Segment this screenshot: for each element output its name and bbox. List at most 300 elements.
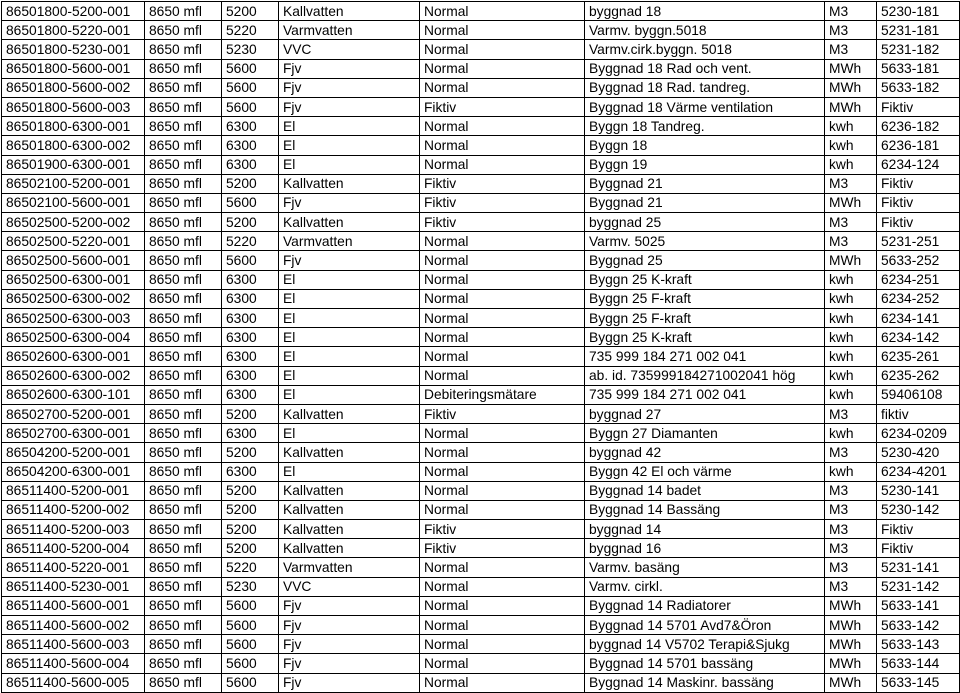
code-cell: 5600 <box>222 654 279 673</box>
area-cell: 8650 mfl <box>145 251 222 270</box>
description-cell: 735 999 184 271 002 041 <box>585 385 825 404</box>
area-cell: 8650 mfl <box>145 289 222 308</box>
unit-cell: M3 <box>825 481 877 500</box>
code-cell: 5200 <box>222 520 279 539</box>
description-cell: Byggn 18 Tandreg. <box>585 117 825 136</box>
media-cell: Fjv <box>279 97 420 116</box>
description-cell: Byggnad 14 badet <box>585 481 825 500</box>
table-row <box>2 2 960 21</box>
table-row <box>2 155 960 174</box>
code-cell: 5220 <box>222 21 279 40</box>
unit-cell: kwh <box>825 117 877 136</box>
code-cell: 5600 <box>222 97 279 116</box>
code-cell: 5200 <box>222 174 279 193</box>
description-cell: Byggn 25 F-kraft <box>585 309 825 328</box>
meter-id-cell: 86511400-5200-002 <box>2 500 145 519</box>
media-cell: Fjv <box>279 78 420 97</box>
area-cell: 8650 mfl <box>145 2 222 21</box>
type-cell: Normal <box>420 424 585 443</box>
account-cell: 5230-181 <box>877 2 960 21</box>
unit-cell: MWh <box>825 635 877 654</box>
type-cell: Normal <box>420 40 585 59</box>
meter-id-cell: 86501900-6300-001 <box>2 155 145 174</box>
unit-cell: kwh <box>825 366 877 385</box>
meter-id-cell: 86504200-6300-001 <box>2 462 145 481</box>
account-cell: 5633-144 <box>877 654 960 673</box>
description-cell: Byggn 25 F-kraft <box>585 289 825 308</box>
unit-cell: MWh <box>825 673 877 692</box>
description-cell: Byggnad 14 Maskinr. bassäng <box>585 673 825 692</box>
unit-cell: kwh <box>825 462 877 481</box>
table-row <box>2 251 960 270</box>
code-cell: 5220 <box>222 232 279 251</box>
unit-cell: kwh <box>825 136 877 155</box>
table-row <box>2 174 960 193</box>
type-cell: Fiktiv <box>420 520 585 539</box>
area-cell: 8650 mfl <box>145 270 222 289</box>
table-row <box>2 462 960 481</box>
media-cell: Kallvatten <box>279 404 420 423</box>
area-cell: 8650 mfl <box>145 443 222 462</box>
type-cell: Normal <box>420 78 585 97</box>
account-cell: 6234-142 <box>877 328 960 347</box>
type-cell: Normal <box>420 558 585 577</box>
code-cell: 5600 <box>222 635 279 654</box>
code-cell: 6300 <box>222 289 279 308</box>
unit-cell: kwh <box>825 328 877 347</box>
table-row <box>2 78 960 97</box>
unit-cell: M3 <box>825 21 877 40</box>
unit-cell: MWh <box>825 78 877 97</box>
table-row <box>2 481 960 500</box>
area-cell: 8650 mfl <box>145 404 222 423</box>
unit-cell: kwh <box>825 424 877 443</box>
meter-id-cell: 86501800-6300-002 <box>2 136 145 155</box>
meter-id-cell: 86501800-5230-001 <box>2 40 145 59</box>
table-row <box>2 635 960 654</box>
type-cell: Fiktiv <box>420 213 585 232</box>
unit-cell: M3 <box>825 213 877 232</box>
unit-cell: M3 <box>825 232 877 251</box>
table-row <box>2 654 960 673</box>
area-cell: 8650 mfl <box>145 462 222 481</box>
type-cell: Normal <box>420 635 585 654</box>
media-cell: El <box>279 462 420 481</box>
meter-id-cell: 86511400-5600-002 <box>2 616 145 635</box>
table-body <box>2 2 960 693</box>
account-cell: Fiktiv <box>877 539 960 558</box>
description-cell: byggnad 18 <box>585 2 825 21</box>
unit-cell: M3 <box>825 40 877 59</box>
area-cell: 8650 mfl <box>145 673 222 692</box>
account-cell: 5633-141 <box>877 596 960 615</box>
unit-cell: kwh <box>825 385 877 404</box>
media-cell: El <box>279 289 420 308</box>
meter-id-cell: 86502500-6300-003 <box>2 309 145 328</box>
table-row <box>2 59 960 78</box>
media-cell: Kallvatten <box>279 2 420 21</box>
code-cell: 5200 <box>222 213 279 232</box>
description-cell: byggnad 14 V5702 Terapi&Sjukg <box>585 635 825 654</box>
code-cell: 5600 <box>222 251 279 270</box>
account-cell: 5230-142 <box>877 500 960 519</box>
type-cell: Normal <box>420 117 585 136</box>
table-row <box>2 539 960 558</box>
area-cell: 8650 mfl <box>145 174 222 193</box>
media-cell: El <box>279 366 420 385</box>
description-cell: Varmv. 5025 <box>585 232 825 251</box>
area-cell: 8650 mfl <box>145 309 222 328</box>
account-cell: 5633-143 <box>877 635 960 654</box>
media-cell: Kallvatten <box>279 500 420 519</box>
description-cell: ab. id. 735999184271002041 hög <box>585 366 825 385</box>
area-cell: 8650 mfl <box>145 481 222 500</box>
table-row <box>2 404 960 423</box>
table-row <box>2 500 960 519</box>
type-cell: Normal <box>420 443 585 462</box>
account-cell: 6234-141 <box>877 309 960 328</box>
description-cell: byggnad 27 <box>585 404 825 423</box>
meter-id-cell: 86511400-5600-001 <box>2 596 145 615</box>
table-row <box>2 424 960 443</box>
description-cell: Byggnad 25 <box>585 251 825 270</box>
code-cell: 6300 <box>222 328 279 347</box>
unit-cell: kwh <box>825 309 877 328</box>
media-cell: El <box>279 385 420 404</box>
type-cell: Normal <box>420 136 585 155</box>
type-cell: Normal <box>420 596 585 615</box>
area-cell: 8650 mfl <box>145 40 222 59</box>
type-cell: Normal <box>420 232 585 251</box>
media-cell: El <box>279 270 420 289</box>
unit-cell: MWh <box>825 654 877 673</box>
unit-cell: MWh <box>825 97 877 116</box>
description-cell: byggnad 25 <box>585 213 825 232</box>
media-cell: El <box>279 155 420 174</box>
media-cell: Fjv <box>279 596 420 615</box>
area-cell: 8650 mfl <box>145 616 222 635</box>
type-cell: Normal <box>420 481 585 500</box>
type-cell: Fiktiv <box>420 539 585 558</box>
area-cell: 8650 mfl <box>145 539 222 558</box>
type-cell: Normal <box>420 155 585 174</box>
media-cell: Fjv <box>279 654 420 673</box>
table-row <box>2 596 960 615</box>
media-cell: Kallvatten <box>279 213 420 232</box>
description-cell: Varmv.cirk.byggn. 5018 <box>585 40 825 59</box>
type-cell: Normal <box>420 328 585 347</box>
media-cell: VVC <box>279 40 420 59</box>
table-row <box>2 213 960 232</box>
type-cell: Normal <box>420 270 585 289</box>
table-row <box>2 270 960 289</box>
code-cell: 5200 <box>222 539 279 558</box>
type-cell: Normal <box>420 673 585 692</box>
meter-id-cell: 86501800-5600-003 <box>2 97 145 116</box>
table-row <box>2 309 960 328</box>
media-cell: El <box>279 424 420 443</box>
account-cell: 5230-420 <box>877 443 960 462</box>
code-cell: 5600 <box>222 673 279 692</box>
description-cell: Varmv. byggn.5018 <box>585 21 825 40</box>
meter-id-cell: 86502600-6300-001 <box>2 347 145 366</box>
description-cell: Byggnad 21 <box>585 193 825 212</box>
table-row <box>2 577 960 596</box>
account-cell: 5231-182 <box>877 40 960 59</box>
area-cell: 8650 mfl <box>145 21 222 40</box>
code-cell: 5230 <box>222 40 279 59</box>
type-cell: Fiktiv <box>420 174 585 193</box>
unit-cell: M3 <box>825 500 877 519</box>
code-cell: 5200 <box>222 500 279 519</box>
area-cell: 8650 mfl <box>145 520 222 539</box>
account-cell: Fiktiv <box>877 193 960 212</box>
meter-id-cell: 86502500-5600-001 <box>2 251 145 270</box>
area-cell: 8650 mfl <box>145 97 222 116</box>
code-cell: 5600 <box>222 616 279 635</box>
media-cell: Kallvatten <box>279 520 420 539</box>
unit-cell: M3 <box>825 539 877 558</box>
area-cell: 8650 mfl <box>145 193 222 212</box>
account-cell: 6236-182 <box>877 117 960 136</box>
account-cell: Fiktiv <box>877 174 960 193</box>
unit-cell: kwh <box>825 155 877 174</box>
description-cell: Byggn 19 <box>585 155 825 174</box>
area-cell: 8650 mfl <box>145 596 222 615</box>
description-cell: Byggnad 14 5701 bassäng <box>585 654 825 673</box>
media-cell: El <box>279 328 420 347</box>
description-cell: Byggn 25 K-kraft <box>585 270 825 289</box>
area-cell: 8650 mfl <box>145 654 222 673</box>
account-cell: 5633-181 <box>877 59 960 78</box>
table-row <box>2 385 960 404</box>
meter-id-cell: 86502500-5220-001 <box>2 232 145 251</box>
media-cell: El <box>279 309 420 328</box>
account-cell: 6235-261 <box>877 347 960 366</box>
type-cell: Normal <box>420 59 585 78</box>
account-cell: 5633-142 <box>877 616 960 635</box>
account-cell: 5633-252 <box>877 251 960 270</box>
code-cell: 5600 <box>222 193 279 212</box>
account-cell: 5230-141 <box>877 481 960 500</box>
unit-cell: M3 <box>825 2 877 21</box>
account-cell: fiktiv <box>877 404 960 423</box>
unit-cell: MWh <box>825 596 877 615</box>
account-cell: 5633-145 <box>877 673 960 692</box>
code-cell: 6300 <box>222 366 279 385</box>
table-row <box>2 136 960 155</box>
account-cell: 6234-252 <box>877 289 960 308</box>
code-cell: 6300 <box>222 309 279 328</box>
code-cell: 5200 <box>222 404 279 423</box>
media-cell: Kallvatten <box>279 481 420 500</box>
code-cell: 5230 <box>222 577 279 596</box>
meter-id-cell: 86501800-6300-001 <box>2 117 145 136</box>
type-cell: Normal <box>420 616 585 635</box>
code-cell: 6300 <box>222 462 279 481</box>
area-cell: 8650 mfl <box>145 328 222 347</box>
description-cell: Varmv. cirkl. <box>585 577 825 596</box>
media-cell: Fjv <box>279 635 420 654</box>
meter-id-cell: 86504200-5200-001 <box>2 443 145 462</box>
unit-cell: M3 <box>825 577 877 596</box>
account-cell: 5633-182 <box>877 78 960 97</box>
account-cell: 6234-4201 <box>877 462 960 481</box>
media-cell: Kallvatten <box>279 174 420 193</box>
code-cell: 5600 <box>222 596 279 615</box>
type-cell: Normal <box>420 309 585 328</box>
code-cell: 5200 <box>222 2 279 21</box>
table-row <box>2 328 960 347</box>
account-cell: 5231-141 <box>877 558 960 577</box>
description-cell: Byggnad 18 Rad. tandreg. <box>585 78 825 97</box>
media-cell: Fjv <box>279 59 420 78</box>
area-cell: 8650 mfl <box>145 577 222 596</box>
meter-id-cell: 86511400-5200-001 <box>2 481 145 500</box>
account-cell: 5231-181 <box>877 21 960 40</box>
area-cell: 8650 mfl <box>145 385 222 404</box>
unit-cell: M3 <box>825 558 877 577</box>
description-cell: Byggn 25 K-kraft <box>585 328 825 347</box>
meter-id-cell: 86511400-5220-001 <box>2 558 145 577</box>
table-row <box>2 347 960 366</box>
meter-id-cell: 86502500-6300-004 <box>2 328 145 347</box>
type-cell: Normal <box>420 654 585 673</box>
type-cell: Normal <box>420 2 585 21</box>
media-cell: Varmvatten <box>279 21 420 40</box>
code-cell: 6300 <box>222 270 279 289</box>
meter-id-cell: 86511400-5200-003 <box>2 520 145 539</box>
code-cell: 5600 <box>222 59 279 78</box>
type-cell: Normal <box>420 462 585 481</box>
meter-id-cell: 86502500-5200-002 <box>2 213 145 232</box>
meter-id-cell: 86511400-5230-001 <box>2 577 145 596</box>
description-cell: Byggn 18 <box>585 136 825 155</box>
meter-id-cell: 86501800-5600-002 <box>2 78 145 97</box>
area-cell: 8650 mfl <box>145 78 222 97</box>
type-cell: Normal <box>420 366 585 385</box>
meter-id-cell: 86501800-5220-001 <box>2 21 145 40</box>
table-row <box>2 366 960 385</box>
unit-cell: kwh <box>825 289 877 308</box>
account-cell: 5231-251 <box>877 232 960 251</box>
unit-cell: M3 <box>825 520 877 539</box>
description-cell: Varmv. basäng <box>585 558 825 577</box>
type-cell: Normal <box>420 21 585 40</box>
code-cell: 5600 <box>222 78 279 97</box>
media-cell: El <box>279 117 420 136</box>
meter-id-cell: 86501800-5200-001 <box>2 2 145 21</box>
media-cell: El <box>279 136 420 155</box>
table-row <box>2 97 960 116</box>
type-cell: Normal <box>420 251 585 270</box>
meter-id-cell: 86502500-6300-002 <box>2 289 145 308</box>
table-row <box>2 289 960 308</box>
area-cell: 8650 mfl <box>145 500 222 519</box>
description-cell: byggnad 14 <box>585 520 825 539</box>
code-cell: 5220 <box>222 558 279 577</box>
area-cell: 8650 mfl <box>145 558 222 577</box>
type-cell: Fiktiv <box>420 404 585 423</box>
media-cell: Kallvatten <box>279 539 420 558</box>
area-cell: 8650 mfl <box>145 117 222 136</box>
media-cell: Fjv <box>279 616 420 635</box>
meter-id-cell: 86502100-5200-001 <box>2 174 145 193</box>
table-row <box>2 193 960 212</box>
type-cell: Normal <box>420 347 585 366</box>
description-cell: 735 999 184 271 002 041 <box>585 347 825 366</box>
meter-id-cell: 86502600-6300-002 <box>2 366 145 385</box>
unit-cell: kwh <box>825 347 877 366</box>
description-cell: byggnad 42 <box>585 443 825 462</box>
media-cell: Varmvatten <box>279 232 420 251</box>
meter-id-cell: 86511400-5600-005 <box>2 673 145 692</box>
table-row <box>2 443 960 462</box>
media-cell: Fjv <box>279 251 420 270</box>
meter-id-cell: 86501800-5600-001 <box>2 59 145 78</box>
unit-cell: M3 <box>825 404 877 423</box>
code-cell: 6300 <box>222 155 279 174</box>
account-cell: 6234-0209 <box>877 424 960 443</box>
area-cell: 8650 mfl <box>145 59 222 78</box>
meter-id-cell: 86511400-5600-003 <box>2 635 145 654</box>
description-cell: Byggnad 21 <box>585 174 825 193</box>
area-cell: 8650 mfl <box>145 635 222 654</box>
table-row <box>2 558 960 577</box>
code-cell: 5200 <box>222 481 279 500</box>
type-cell: Fiktiv <box>420 97 585 116</box>
media-cell: Fjv <box>279 673 420 692</box>
unit-cell: MWh <box>825 616 877 635</box>
table-row <box>2 21 960 40</box>
description-cell: Byggnad 14 Bassäng <box>585 500 825 519</box>
type-cell: Normal <box>420 577 585 596</box>
meter-table <box>1 1 960 693</box>
meter-id-cell: 86502600-6300-101 <box>2 385 145 404</box>
account-cell: 5231-142 <box>877 577 960 596</box>
table-row <box>2 520 960 539</box>
media-cell: VVC <box>279 577 420 596</box>
account-cell: 6235-262 <box>877 366 960 385</box>
code-cell: 6300 <box>222 424 279 443</box>
code-cell: 6300 <box>222 385 279 404</box>
account-cell: 59406108 <box>877 385 960 404</box>
meter-id-cell: 86511400-5600-004 <box>2 654 145 673</box>
area-cell: 8650 mfl <box>145 136 222 155</box>
code-cell: 5200 <box>222 443 279 462</box>
type-cell: Debiteringsmätare <box>420 385 585 404</box>
table-row <box>2 673 960 692</box>
table-row <box>2 117 960 136</box>
media-cell: Varmvatten <box>279 558 420 577</box>
description-cell: Byggnad 14 5701 Avd7&Öron <box>585 616 825 635</box>
description-cell: byggnad 16 <box>585 539 825 558</box>
unit-cell: M3 <box>825 443 877 462</box>
description-cell: Byggnad 14 Radiatorer <box>585 596 825 615</box>
unit-cell: MWh <box>825 193 877 212</box>
type-cell: Normal <box>420 500 585 519</box>
table-row <box>2 232 960 251</box>
description-cell: Byggnad 18 Rad och vent. <box>585 59 825 78</box>
unit-cell: kwh <box>825 270 877 289</box>
table-row <box>2 40 960 59</box>
description-cell: Byggnad 18 Värme ventilation <box>585 97 825 116</box>
type-cell: Fiktiv <box>420 193 585 212</box>
area-cell: 8650 mfl <box>145 155 222 174</box>
account-cell: 6234-251 <box>877 270 960 289</box>
account-cell: Fiktiv <box>877 213 960 232</box>
media-cell: El <box>279 347 420 366</box>
